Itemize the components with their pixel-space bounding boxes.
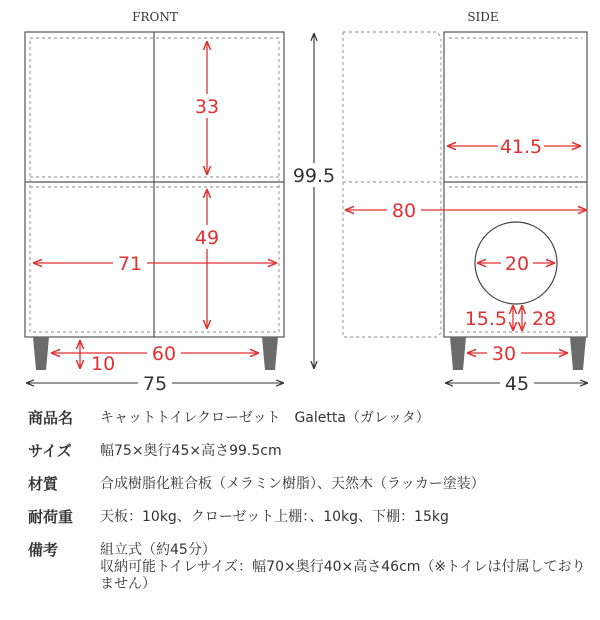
- spec-value: 組立式（約45分） 収納可能トイレサイズ：幅70×奥行40×高さ46cm（※トイレは付属しておりません）: [100, 542, 586, 592]
- front-inner-width-label: 71: [117, 253, 143, 275]
- front-view-title: FRONT: [132, 10, 178, 24]
- spec-label: 備考: [28, 541, 59, 559]
- spec-label: 耐荷重: [28, 508, 74, 526]
- side-outer-depth-label: 45: [504, 373, 530, 395]
- spec-row-material: [28, 476, 588, 493]
- front-outer-width-label: 75: [142, 373, 168, 395]
- side-hole-bottom-label: 15.5: [464, 308, 507, 330]
- spec-value: 幅75×奥行45×高さ99.5cm: [100, 443, 282, 459]
- side-door-panel: [343, 32, 441, 337]
- total-height-label: 99.5: [292, 165, 336, 187]
- front-leg-gap-label: 60: [151, 343, 177, 365]
- spec-row-product-name: [28, 410, 588, 427]
- spec-value: 合成樹脂化粧合板（メラミン樹脂）、天然木（ラッカー塗装）: [100, 476, 485, 492]
- spec-row-load-capacity: [28, 509, 588, 526]
- side-hole-diameter-label: 20: [504, 253, 530, 275]
- spec-label: 商品名: [28, 409, 74, 427]
- spec-value: キャットトイレクローゼット Galetta（ガレッタ）: [100, 410, 430, 426]
- spec-row-size: [28, 443, 588, 460]
- side-leg-gap-label: 30: [491, 343, 517, 365]
- side-cabinet: [444, 32, 587, 337]
- side-inner-depth-label: 80: [391, 200, 417, 222]
- spec-value: 天板：10kg、クローゼット上棚：、10kg、下棚：15kg: [100, 509, 449, 525]
- front-upper-height-label: 33: [194, 96, 220, 118]
- spec-label: 材質: [28, 475, 59, 493]
- spec-label: サイズ: [28, 442, 72, 460]
- front-lower-height-label: 49: [194, 227, 220, 249]
- front-cabinet: [25, 32, 284, 337]
- side-hole-height-label: 28: [532, 308, 557, 330]
- front-leg-height-label: 10: [91, 353, 116, 375]
- spec-row-notes: [28, 542, 588, 593]
- side-view-title: SIDE: [467, 10, 499, 24]
- spec-list: [28, 410, 588, 603]
- side-upper-depth-label: 41.5: [499, 136, 543, 158]
